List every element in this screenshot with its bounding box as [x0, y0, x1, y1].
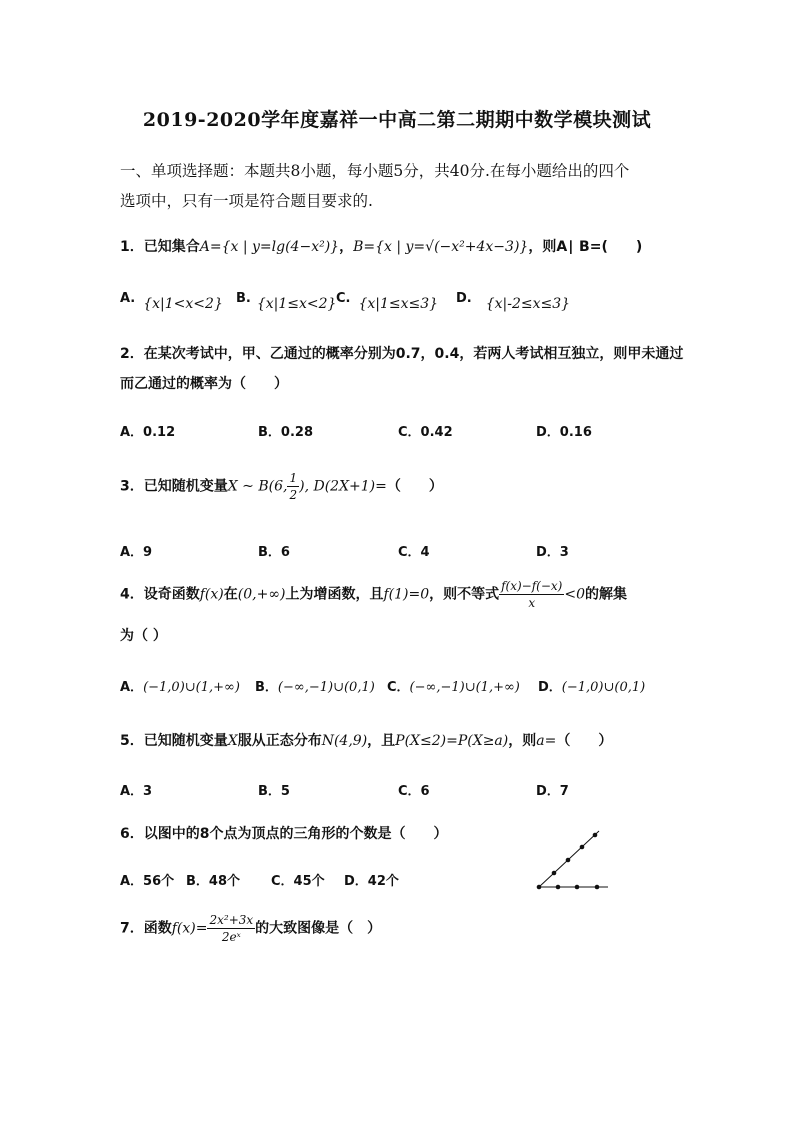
figure-point [552, 871, 557, 876]
figure-point [593, 833, 598, 838]
q4-option-c-label: C． [387, 680, 410, 695]
q3-stem-end: （ ） [386, 478, 443, 495]
q1-option-b [236, 290, 337, 312]
q1-option-b-label: B. [236, 291, 251, 306]
q7-stem-b: 的大致图像是（ ） [255, 920, 382, 937]
q4-option-b-label: B． [255, 680, 278, 695]
q3-stem-start: 3．已知随机变量 [120, 478, 228, 495]
q5-stem-a: 5．已知随机变量 [120, 733, 228, 749]
q1-option-a-label: A. [120, 291, 136, 306]
question-2-line1: 2．在某次考试中，甲、乙通过的概率分别为0.7，0.4，若两人考试相互独立，则甲未通过 [120, 346, 684, 362]
q5-condition: P(X≤2)=P(X≥a) [395, 733, 509, 749]
q5-distribution: N(4,9) [321, 733, 368, 749]
q4-fraction-numerator: f(x)−f(−x) [501, 579, 563, 593]
section-heading-line2: 选项中，只有一项是符合题目要求的. [120, 192, 373, 210]
q1-option-c-label: C. [336, 291, 351, 306]
q4-option-d-text: (−1,0)∪(0,1) [561, 680, 646, 695]
q2-option-c: C．0.42 [398, 425, 453, 440]
q5-option-a: A．3 [120, 784, 153, 799]
section-heading-line1: 一、单项选择题：本题共8小题，每小题5分，共40分.在每小题给出的四个 [120, 162, 630, 180]
q4-option-d-label: D． [538, 680, 562, 695]
figure-point [537, 885, 542, 890]
q1-option-d-label: D. [456, 291, 472, 306]
q6-option-b: B．48个 [186, 874, 240, 889]
figure-point [575, 885, 580, 890]
q5-option-c: C．6 [398, 784, 430, 799]
q1-option-a [120, 290, 223, 312]
q2-option-b: B．0.28 [258, 425, 313, 440]
question-3 [120, 470, 443, 503]
question-6: 6．以图中的8个点为顶点的三角形的个数是（ ） [120, 826, 448, 842]
q6-option-a: A．56个 [120, 874, 175, 889]
q1-option-c [336, 290, 439, 312]
q3-expression-2: ), D(2X+1)= [299, 478, 387, 495]
q1-option-d-text: {x|-2≤x≤3} [485, 296, 571, 312]
figure-point [580, 845, 585, 850]
q3-fraction-denominator: 2 [289, 488, 298, 502]
q4-interval: (0,+∞) [237, 586, 286, 603]
q5-stem-c: ，且 [367, 733, 396, 749]
q4-option-c [387, 676, 520, 695]
q5-variable: X [227, 733, 238, 749]
question-4-line2: 为（ ） [120, 628, 167, 644]
page-title: 2019-2020学年度嘉祥一中高二第二期期中数学模块测试 [142, 109, 652, 131]
q4-stem-d: ，则不等式 [429, 586, 500, 603]
q7-stem-a: 7．函数 [120, 920, 172, 937]
q1-separator: ， [339, 239, 354, 255]
q3-fraction-numerator: 1 [289, 471, 298, 485]
q1-option-a-text: {x|1<x<2} [143, 296, 223, 312]
question-4-line1 [120, 578, 627, 611]
q1-option-d [456, 290, 571, 312]
q5-option-b: B．5 [258, 784, 290, 799]
q6-points-figure [530, 826, 614, 892]
question-7 [120, 912, 381, 945]
q7-fraction [207, 912, 255, 945]
q1-stem-end: ，则A∣ B=( ) [528, 239, 643, 255]
q3-option-a: A．9 [120, 545, 153, 560]
q5-stem-b: 服从正态分布 [237, 733, 322, 749]
figure-point [595, 885, 600, 890]
q1-set-a: A={x | y=lg(4−x²)} [199, 239, 340, 255]
q4-stem-c: 上为增函数，且 [285, 586, 384, 603]
q3-option-b: B．6 [258, 545, 290, 560]
q4-option-c-text: (−∞,−1)∪(1,+∞) [409, 680, 520, 695]
q1-option-b-text: {x|1≤x<2} [256, 296, 337, 312]
q4-fraction-denominator: x [528, 596, 536, 610]
q5-stem-d: ，则 [508, 733, 537, 749]
q3-expression: X ~ B(6, [227, 478, 288, 495]
q5-stem-e: （ ） [556, 733, 613, 749]
q5-ask: a= [536, 733, 557, 749]
q4-stem-a: 4．设奇函数 [120, 586, 200, 603]
q3-fraction [287, 470, 299, 503]
q7-function: f(x)= [171, 920, 208, 937]
question-5 [120, 730, 612, 750]
q1-set-b: B={x | y=√(−x²+4x−3)} [353, 239, 529, 255]
q5-option-d: D．7 [536, 784, 569, 799]
q7-fraction-denominator: 2eˣ [221, 930, 241, 944]
q4-option-b [255, 676, 375, 695]
q4-fraction [499, 578, 564, 611]
q4-option-a [120, 676, 240, 695]
q4-function: f(x) [199, 586, 224, 603]
figure-point [556, 885, 561, 890]
q6-option-d: D．42个 [344, 874, 399, 889]
q6-option-c: C．45个 [271, 874, 325, 889]
q2-option-d: D．0.16 [536, 425, 592, 440]
q4-option-d [538, 676, 645, 695]
q4-stem-b: 在 [223, 586, 238, 603]
q4-inequality: <0 [564, 586, 586, 603]
q1-option-c-text: {x|1≤x≤3} [358, 296, 439, 312]
q3-option-c: C．4 [398, 545, 430, 560]
question-2-line2: 而乙通过的概率为（ ） [120, 376, 288, 392]
q4-option-b-text: (−∞,−1)∪(0,1) [277, 680, 375, 695]
q1-stem-start: 1．已知集合 [120, 239, 200, 255]
q4-stem-e: 的解集 [585, 586, 628, 603]
question-1 [120, 236, 642, 256]
q4-condition: f(1)=0 [383, 586, 430, 603]
q4-option-a-label: A． [120, 680, 144, 695]
figure-point [566, 858, 571, 863]
q3-option-d: D．3 [536, 545, 569, 560]
q2-option-a: A．0.12 [120, 425, 176, 440]
q7-fraction-numerator: 2x²+3x [209, 913, 254, 927]
q4-option-a-text: (−1,0)∪(1,+∞) [143, 680, 240, 695]
